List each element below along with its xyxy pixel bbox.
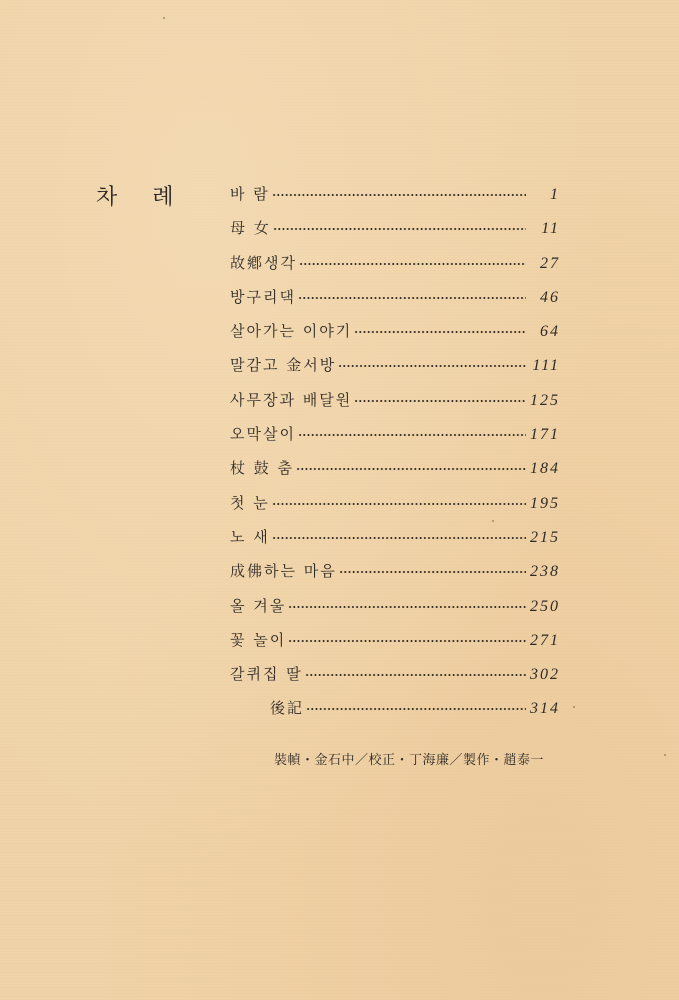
entry-page: 238 xyxy=(530,563,560,581)
entry-title: 成佛하는 마음 xyxy=(230,562,337,581)
entry-title: 後記 xyxy=(270,699,305,718)
entry-title: 노 새 xyxy=(230,527,270,546)
toc-entry xyxy=(230,389,560,423)
toc-entry xyxy=(230,354,560,388)
paper-speck xyxy=(492,520,494,522)
toc-entry xyxy=(230,252,560,286)
toc-entry xyxy=(230,320,560,354)
entry-title: 母 女 xyxy=(230,219,271,238)
dot-leader xyxy=(296,458,526,473)
toc-entry-afterword xyxy=(230,697,560,731)
entry-page: 11 xyxy=(541,220,560,238)
entry-page: 125 xyxy=(530,391,560,409)
entry-page: 215 xyxy=(530,528,560,546)
dot-leader xyxy=(288,630,526,645)
entry-title: 사무장과 배달원 xyxy=(230,390,353,409)
contents-heading: 차 례 xyxy=(96,185,188,210)
entry-title: 갈퀴집 딸 xyxy=(230,665,303,684)
entry-title: 오막살이 xyxy=(230,425,296,444)
toc-entry xyxy=(230,629,560,663)
toc-entry xyxy=(230,457,560,491)
toc-entry xyxy=(230,286,560,320)
toc-entry xyxy=(230,217,560,251)
entry-page: 195 xyxy=(530,494,560,512)
entry-title: 故鄕생각 xyxy=(230,253,297,272)
entry-title: 말감고 金서방 xyxy=(230,356,337,375)
dot-leader xyxy=(298,287,526,302)
entry-page: 271 xyxy=(530,631,560,649)
dot-leader xyxy=(299,253,526,268)
entry-title: 바 람 xyxy=(230,185,270,203)
toc-entry xyxy=(230,423,560,457)
entry-page: 184 xyxy=(530,460,560,478)
toc-entry xyxy=(230,595,560,629)
dot-leader xyxy=(288,596,526,611)
entry-page: 302 xyxy=(530,666,560,684)
entry-page: 111 xyxy=(532,357,560,375)
toc-entry xyxy=(230,663,560,697)
entry-page: 27 xyxy=(540,254,560,272)
dot-leader xyxy=(272,493,526,508)
entry-title: 올 겨울 xyxy=(230,596,287,615)
dot-leader xyxy=(354,321,526,336)
toc-entry xyxy=(230,526,560,560)
toc-entry xyxy=(230,560,560,594)
entry-title: 杖 鼓 춤 xyxy=(230,459,295,478)
dot-leader xyxy=(272,184,526,199)
entry-page: 314 xyxy=(530,700,560,718)
toc-entry xyxy=(230,492,560,526)
production-credits: 裝幀・金石中／校正・丁海廉／製作・趙泰一 xyxy=(274,753,545,768)
paper-speck xyxy=(664,754,666,756)
dot-leader xyxy=(298,424,526,439)
dot-leader xyxy=(272,527,526,542)
dot-leader xyxy=(354,390,526,405)
paper-speck xyxy=(163,17,165,19)
dot-leader xyxy=(305,664,526,679)
dot-leader xyxy=(338,355,526,370)
dot-leader xyxy=(306,698,526,713)
entry-page: 46 xyxy=(540,288,560,306)
entry-page: 171 xyxy=(530,426,560,444)
entry-title: 첫 눈 xyxy=(230,493,270,512)
dot-leader xyxy=(339,561,526,576)
entry-title: 방구리댁 xyxy=(230,287,296,306)
entry-title: 살아가는 이야기 xyxy=(230,322,353,341)
toc-entry xyxy=(230,183,560,217)
dot-leader xyxy=(273,218,526,233)
entry-page: 250 xyxy=(530,597,560,615)
entry-page: 1 xyxy=(550,186,560,203)
entry-title: 꽃 놀이 xyxy=(230,630,287,649)
entry-page: 64 xyxy=(540,323,560,341)
paper-speck xyxy=(573,706,575,708)
table-of-contents xyxy=(230,183,560,732)
